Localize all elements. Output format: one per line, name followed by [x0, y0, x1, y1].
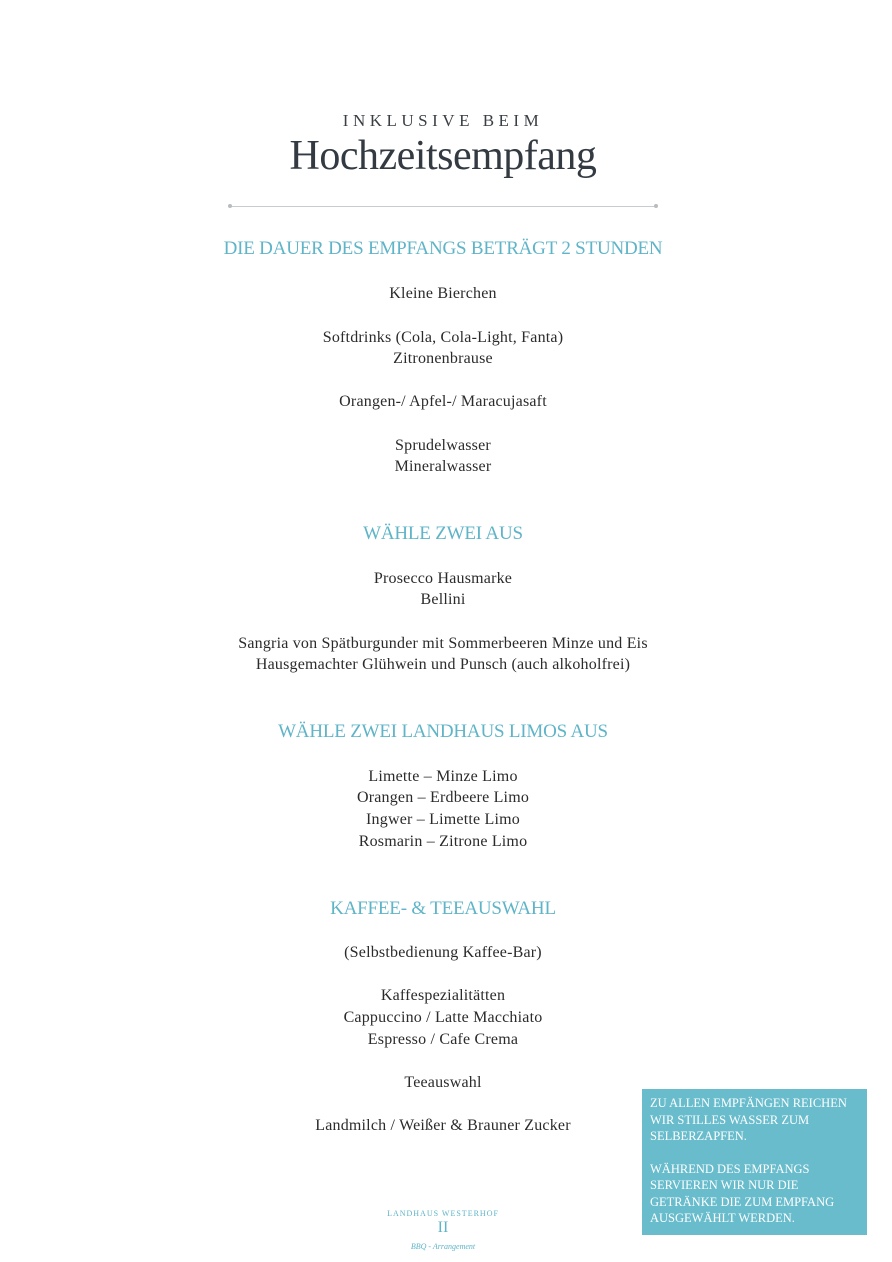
menu-item: Ingwer – Limette Limo	[366, 811, 520, 828]
menu-item: Cappuccino / Latte Macchiato	[343, 1009, 543, 1026]
divider-dot-right	[654, 204, 658, 208]
menu-item: Hausgemachter Glühwein und Punsch (auch alkoholfrei)	[255, 656, 631, 673]
menu-item: Kleine Bierchen	[389, 285, 497, 302]
page-kicker: INKLUSIVE BEIM	[342, 111, 544, 130]
note-paragraph: WÄHREND DES EMPFANGS SERVIEREN WIR NUR DIE GETRÄNKE DIE ZUM EMPFANG AUSGEWÄHLT WERDEN.	[650, 1161, 835, 1225]
section-heading-limos: WÄHLE ZWEI LANDHAUS LIMOS AUS	[278, 721, 608, 742]
page-title: Hochzeitsempfang	[289, 133, 597, 179]
page-number: II	[437, 1219, 449, 1236]
footer-subtitle: BBQ - Arrangement	[410, 1242, 476, 1251]
menu-item: Sprudelwasser	[395, 437, 491, 454]
menu-item: Orangen – Erdbeere Limo	[356, 789, 530, 806]
menu-item: Zitronenbrause	[393, 350, 493, 367]
divider-dot-left	[228, 204, 232, 208]
section-heading-coffee-tea: KAFFEE- & TEEAUSWAHL	[330, 898, 556, 919]
menu-item: Espresso / Cafe Crema	[367, 1031, 519, 1048]
menu-item: Teeauswahl	[404, 1074, 482, 1091]
section-heading-duration: DIE DAUER DES EMPFANGS BETRÄGT 2 STUNDEN	[223, 238, 663, 259]
menu-item: Kaffespezialitätten	[380, 987, 506, 1004]
menu-item: Softdrinks (Cola, Cola-Light, Fanta)	[322, 329, 564, 346]
title-divider	[230, 206, 656, 207]
menu-item: Limette – Minze Limo	[368, 768, 518, 785]
menu-item: Landmilch / Weißer & Brauner Zucker	[315, 1117, 571, 1134]
menu-item: Bellini	[420, 591, 466, 608]
footer-brand: LANDHAUS WESTERHOF	[387, 1209, 499, 1218]
menu-item: Orangen-/ Apfel-/ Maracujasaft	[339, 393, 547, 410]
menu-item: Rosmarin – Zitrone Limo	[358, 833, 528, 850]
note-paragraph: ZU ALLEN EMPFÄNGEN REICHEN WIR STILLES WASSER ZUM SELBERZAPFEN.	[650, 1096, 847, 1143]
menu-item: Prosecco Hausmarke	[373, 570, 513, 587]
section-heading-choose-two: WÄHLE ZWEI AUS	[363, 523, 523, 544]
menu-item: Mineralwasser	[394, 458, 492, 475]
menu-item: (Selbstbedienung Kaffee-Bar)	[344, 944, 542, 961]
menu-item: Sangria von Spätburgunder mit Sommerbeeren Minze und Eis	[238, 635, 648, 652]
